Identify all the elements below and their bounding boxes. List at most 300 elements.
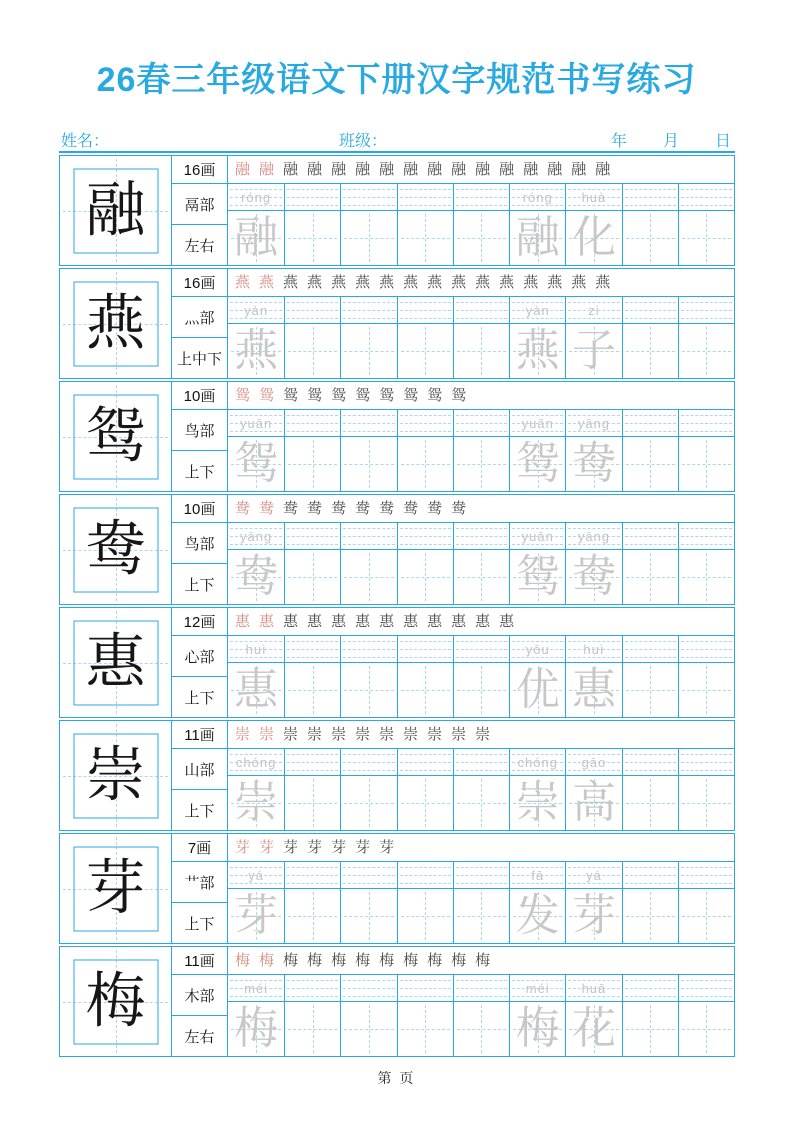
practice-character-cell xyxy=(340,1002,396,1056)
pinyin-cell xyxy=(397,297,453,324)
structure: 上下 xyxy=(184,689,215,707)
pinyin-cell xyxy=(622,975,678,1002)
stroke-stage-glyph: 燕 xyxy=(259,273,275,291)
stroke-stage-glyph: 燕 xyxy=(307,273,323,291)
worksheet-table xyxy=(59,155,735,1057)
stroke-stage-glyph: 燕 xyxy=(427,273,443,291)
pinyin-cell xyxy=(565,975,621,1002)
practice-character-cell xyxy=(453,1002,509,1056)
pinyin-cell xyxy=(565,523,621,550)
practice-character-cell xyxy=(565,663,621,717)
practice-character-cell xyxy=(678,324,734,378)
main-character-box xyxy=(73,168,158,253)
stroke-stage-glyph: 鸳 xyxy=(331,386,347,404)
pinyin-cell xyxy=(678,749,734,776)
pinyin-cell xyxy=(509,636,565,663)
pinyin-text: yāng xyxy=(577,415,611,431)
practice-character-cell xyxy=(453,437,509,491)
stroke-stage-glyph: 融 xyxy=(235,160,251,178)
practice-character: 崇 xyxy=(515,777,560,828)
character-info-column xyxy=(172,608,228,717)
pinyin-text: zi xyxy=(588,302,600,318)
page-title: 26春三年级语文下册汉字规范书写练习 xyxy=(96,61,697,99)
stroke-stage-glyph: 鸯 xyxy=(403,499,419,517)
practice-character-cell xyxy=(284,324,340,378)
pinyin-cell xyxy=(284,862,340,889)
practice-character-cell xyxy=(228,211,284,265)
worksheet xyxy=(59,130,735,1059)
main-character: 融 xyxy=(85,175,146,246)
stroke-stage-glyph: 惠 xyxy=(499,612,515,630)
stroke-stage-glyph: 融 xyxy=(595,160,611,178)
stroke-stage-glyph: 鸯 xyxy=(235,499,251,517)
radical: 木部 xyxy=(172,975,227,1016)
practice-character-cell xyxy=(340,776,396,830)
pinyin-cell xyxy=(397,636,453,663)
stroke-stage-glyph: 崇 xyxy=(451,725,467,743)
pinyin-cell xyxy=(565,410,621,437)
pinyin-cell xyxy=(284,297,340,324)
pinyin-cell xyxy=(228,636,284,663)
main-character-column xyxy=(60,834,172,943)
stroke-stage-glyph: 芽 xyxy=(259,838,275,856)
stroke-stage-glyph: 芽 xyxy=(331,838,347,856)
practice-character-cell xyxy=(453,663,509,717)
practice-column xyxy=(228,156,734,265)
stroke-stage-glyph: 梅 xyxy=(403,951,419,969)
stroke-stage-glyph: 燕 xyxy=(235,273,251,291)
main-character-column xyxy=(60,156,172,265)
pinyin-cell xyxy=(284,975,340,1002)
stroke-stage-glyph: 燕 xyxy=(571,273,587,291)
pinyin-text: yāng xyxy=(240,528,273,544)
practice-column xyxy=(228,382,734,491)
practice-character: 融 xyxy=(515,212,560,263)
pinyin-cell xyxy=(622,862,678,889)
practice-column xyxy=(228,269,734,378)
stroke-stage-glyph: 鸯 xyxy=(331,499,347,517)
main-character: 芽 xyxy=(85,853,146,924)
practice-character-cell xyxy=(284,1002,340,1056)
practice-character-cell xyxy=(678,776,734,830)
practice-character-cell xyxy=(622,211,678,265)
stroke-stage-glyph: 燕 xyxy=(283,273,299,291)
practice-grid xyxy=(228,410,734,491)
character-info-column xyxy=(172,495,228,604)
practice-character-cell xyxy=(678,1002,734,1056)
stroke-stage-glyph: 崇 xyxy=(355,725,371,743)
practice-character-cell xyxy=(565,1002,621,1056)
stroke-stage-glyph: 鸳 xyxy=(283,386,299,404)
practice-character-cell xyxy=(622,776,678,830)
stroke-count: 11画 xyxy=(172,947,227,975)
practice-character: 惠 xyxy=(234,664,279,715)
stroke-stage-glyph: 融 xyxy=(427,160,443,178)
class-label: 班级： xyxy=(339,133,388,150)
pinyin-cell xyxy=(565,184,621,211)
practice-character: 燕 xyxy=(234,325,279,376)
pinyin-cell xyxy=(678,523,734,550)
stroke-stage-glyph: 崇 xyxy=(235,725,251,743)
practice-character-cell xyxy=(622,1002,678,1056)
practice-character: 芽 xyxy=(234,890,279,941)
pinyin-cell xyxy=(284,410,340,437)
pinyin-text: gāo xyxy=(581,754,607,770)
stroke-order-strip xyxy=(228,721,734,749)
pinyin-cell xyxy=(284,749,340,776)
pinyin-cell xyxy=(340,636,396,663)
stroke-stage-glyph: 融 xyxy=(571,160,587,178)
stroke-stage-glyph: 融 xyxy=(475,160,491,178)
radical: 鸟部 xyxy=(172,523,227,564)
stroke-stage-glyph: 芽 xyxy=(283,838,299,856)
practice-character-cell xyxy=(509,324,565,378)
stroke-stage-glyph: 惠 xyxy=(355,612,371,630)
stroke-stage-glyph: 崇 xyxy=(379,725,395,743)
practice-character-cell xyxy=(284,663,340,717)
pinyin-text: huā xyxy=(581,980,607,996)
stroke-stage-glyph: 燕 xyxy=(595,273,611,291)
pinyin-cell xyxy=(453,862,509,889)
radical: 心部 xyxy=(172,636,227,677)
practice-character: 鸯 xyxy=(571,438,616,489)
practice-character-cell xyxy=(565,437,621,491)
practice-character-cell xyxy=(509,211,565,265)
pinyin-cell xyxy=(453,184,509,211)
practice-character-cell xyxy=(565,550,621,604)
stroke-stage-glyph: 芽 xyxy=(307,838,323,856)
main-character-column xyxy=(60,495,172,604)
pinyin-cell xyxy=(228,184,284,211)
structure: 上下 xyxy=(184,915,215,933)
pinyin-text: yá xyxy=(586,867,602,883)
pinyin-cell xyxy=(340,297,396,324)
practice-character-cell xyxy=(397,776,453,830)
structure: 左右 xyxy=(184,1028,215,1046)
character-row xyxy=(59,494,735,605)
main-character-column xyxy=(60,608,172,717)
practice-character-cell xyxy=(397,663,453,717)
stroke-stage-glyph: 融 xyxy=(523,160,539,178)
practice-character-cell xyxy=(397,437,453,491)
practice-character: 燕 xyxy=(515,325,560,376)
practice-character: 融 xyxy=(234,212,279,263)
practice-character-cell xyxy=(509,1002,565,1056)
practice-character-cell xyxy=(284,437,340,491)
main-character-box xyxy=(73,620,158,705)
stroke-stage-glyph: 鸯 xyxy=(307,499,323,517)
structure: 上下 xyxy=(184,802,215,820)
pinyin-cell xyxy=(678,975,734,1002)
practice-character-cell xyxy=(678,211,734,265)
stroke-order-strip xyxy=(228,834,734,862)
stroke-count: 11画 xyxy=(172,721,227,749)
pinyin-text: yàn xyxy=(525,302,550,318)
character-info-column xyxy=(172,721,228,830)
stroke-stage-glyph: 梅 xyxy=(283,951,299,969)
practice-character: 芽 xyxy=(571,890,616,941)
stroke-order-strip xyxy=(228,382,734,410)
main-character: 鸳 xyxy=(85,401,146,472)
practice-character-cell xyxy=(397,889,453,943)
stroke-stage-glyph: 芽 xyxy=(235,838,251,856)
pinyin-cell xyxy=(453,636,509,663)
stroke-stage-glyph: 崇 xyxy=(403,725,419,743)
stroke-stage-glyph: 惠 xyxy=(379,612,395,630)
main-character-column xyxy=(60,382,172,491)
stroke-stage-glyph: 惠 xyxy=(259,612,275,630)
practice-character-cell xyxy=(453,889,509,943)
stroke-stage-glyph: 燕 xyxy=(331,273,347,291)
practice-character: 惠 xyxy=(571,664,616,715)
stroke-stage-glyph: 惠 xyxy=(403,612,419,630)
pinyin-cell xyxy=(622,749,678,776)
pinyin-cell xyxy=(453,297,509,324)
stroke-stage-glyph: 崇 xyxy=(307,725,323,743)
practice-character: 鸳 xyxy=(234,438,279,489)
practice-character-cell xyxy=(509,889,565,943)
pinyin-text: huì xyxy=(245,641,267,657)
stroke-count: 10画 xyxy=(172,495,227,523)
stroke-stage-glyph: 融 xyxy=(499,160,515,178)
pinyin-cell xyxy=(284,523,340,550)
stroke-stage-glyph: 融 xyxy=(331,160,347,178)
character-row xyxy=(59,607,735,718)
pinyin-text: yàn xyxy=(244,302,269,318)
pinyin-cell xyxy=(228,975,284,1002)
pinyin-cell xyxy=(397,749,453,776)
stroke-stage-glyph: 芽 xyxy=(355,838,371,856)
radical: 灬部 xyxy=(172,297,227,338)
stroke-order-strip xyxy=(228,495,734,523)
main-character: 梅 xyxy=(85,966,146,1037)
practice-grid xyxy=(228,975,734,1056)
pinyin-cell xyxy=(453,523,509,550)
pinyin-cell xyxy=(453,975,509,1002)
practice-character-cell xyxy=(397,550,453,604)
practice-character-cell xyxy=(228,1002,284,1056)
pinyin-text: huà xyxy=(581,189,607,205)
practice-character-cell xyxy=(622,550,678,604)
pinyin-text: yuān xyxy=(240,415,273,431)
pinyin-cell xyxy=(509,184,565,211)
structure: 上下 xyxy=(184,463,215,481)
pinyin-cell xyxy=(622,297,678,324)
main-character-column xyxy=(60,947,172,1056)
practice-character-cell xyxy=(678,550,734,604)
radical: 艹部 xyxy=(172,862,227,903)
pinyin-cell xyxy=(622,184,678,211)
year-label: 年 xyxy=(610,133,627,150)
stroke-stage-glyph: 鸳 xyxy=(451,386,467,404)
info-header xyxy=(59,130,735,153)
stroke-stage-glyph: 崇 xyxy=(427,725,443,743)
pinyin-cell xyxy=(509,749,565,776)
stroke-stage-glyph: 融 xyxy=(403,160,419,178)
stroke-stage-glyph: 鸯 xyxy=(379,499,395,517)
practice-character-cell xyxy=(340,889,396,943)
character-row xyxy=(59,833,735,944)
pinyin-cell xyxy=(509,297,565,324)
main-character: 惠 xyxy=(85,627,146,698)
pinyin-cell xyxy=(340,749,396,776)
practice-character: 鸳 xyxy=(515,551,560,602)
practice-grid xyxy=(228,749,734,830)
practice-character-cell xyxy=(622,324,678,378)
practice-character: 花 xyxy=(571,1003,616,1054)
main-character-box xyxy=(73,507,158,592)
stroke-order-strip xyxy=(228,156,734,184)
stroke-stage-glyph: 融 xyxy=(283,160,299,178)
practice-character-cell xyxy=(453,776,509,830)
practice-character-cell xyxy=(284,550,340,604)
pinyin-text: fā xyxy=(531,867,545,883)
pinyin-cell xyxy=(678,862,734,889)
pinyin-cell xyxy=(397,410,453,437)
practice-character-cell xyxy=(228,663,284,717)
practice-grid xyxy=(228,636,734,717)
name-label: 姓名： xyxy=(61,133,110,150)
stroke-stage-glyph: 梅 xyxy=(235,951,251,969)
pinyin-cell xyxy=(678,184,734,211)
pinyin-cell xyxy=(228,862,284,889)
pinyin-text: méi xyxy=(525,980,550,996)
stroke-stage-glyph: 崇 xyxy=(331,725,347,743)
stroke-stage-glyph: 鸳 xyxy=(379,386,395,404)
stroke-stage-glyph: 梅 xyxy=(475,951,491,969)
pinyin-cell xyxy=(453,410,509,437)
practice-character-cell xyxy=(622,889,678,943)
practice-character: 鸯 xyxy=(571,551,616,602)
day-label: 日 xyxy=(714,133,731,150)
pinyin-text: róng xyxy=(522,189,553,205)
practice-character-cell xyxy=(509,663,565,717)
character-info-column xyxy=(172,382,228,491)
stroke-stage-glyph: 惠 xyxy=(283,612,299,630)
character-row xyxy=(59,946,735,1057)
pinyin-cell xyxy=(228,410,284,437)
pinyin-cell xyxy=(678,297,734,324)
character-row xyxy=(59,381,735,492)
stroke-stage-glyph: 融 xyxy=(355,160,371,178)
stroke-stage-glyph: 崇 xyxy=(283,725,299,743)
character-info-column xyxy=(172,269,228,378)
pinyin-text: yuān xyxy=(521,528,554,544)
pinyin-cell xyxy=(622,636,678,663)
practice-grid xyxy=(228,297,734,378)
practice-character-cell xyxy=(397,211,453,265)
practice-character-cell xyxy=(228,550,284,604)
practice-character-cell xyxy=(509,776,565,830)
practice-character: 子 xyxy=(571,325,616,376)
pinyin-text: yá xyxy=(248,867,264,883)
stroke-stage-glyph: 鸳 xyxy=(235,386,251,404)
stroke-stage-glyph: 融 xyxy=(379,160,395,178)
pinyin-cell xyxy=(284,184,340,211)
stroke-stage-glyph: 崇 xyxy=(259,725,275,743)
pinyin-cell xyxy=(397,184,453,211)
practice-character-cell xyxy=(622,437,678,491)
stroke-stage-glyph: 鸳 xyxy=(427,386,443,404)
pinyin-cell xyxy=(228,523,284,550)
stroke-stage-glyph: 梅 xyxy=(451,951,467,969)
practice-character-cell xyxy=(340,663,396,717)
practice-character: 优 xyxy=(515,664,560,715)
practice-grid xyxy=(228,184,734,265)
practice-character-cell xyxy=(453,324,509,378)
practice-character-cell xyxy=(340,324,396,378)
stroke-stage-glyph: 鸳 xyxy=(355,386,371,404)
pinyin-cell xyxy=(397,862,453,889)
stroke-count: 7画 xyxy=(172,834,227,862)
main-character-box xyxy=(73,281,158,366)
pinyin-text: róng xyxy=(241,189,272,205)
stroke-order-strip xyxy=(228,947,734,975)
practice-character: 鸳 xyxy=(515,438,560,489)
practice-column xyxy=(228,834,734,943)
stroke-stage-glyph: 燕 xyxy=(499,273,515,291)
pinyin-text: yōu xyxy=(525,641,550,657)
pinyin-cell xyxy=(509,975,565,1002)
pinyin-cell xyxy=(340,410,396,437)
pinyin-text: méi xyxy=(244,980,269,996)
practice-character-cell xyxy=(565,776,621,830)
character-row xyxy=(59,155,735,266)
practice-grid xyxy=(228,523,734,604)
practice-column xyxy=(228,947,734,1056)
main-character: 燕 xyxy=(85,288,146,359)
practice-character-cell xyxy=(453,211,509,265)
main-character-box xyxy=(73,959,158,1044)
main-character-box xyxy=(73,394,158,479)
practice-character-cell xyxy=(228,889,284,943)
pinyin-cell xyxy=(453,749,509,776)
stroke-stage-glyph: 融 xyxy=(307,160,323,178)
pinyin-cell xyxy=(340,184,396,211)
practice-column xyxy=(228,721,734,830)
pinyin-cell xyxy=(397,975,453,1002)
main-character: 鸯 xyxy=(85,514,146,585)
practice-character-cell xyxy=(228,437,284,491)
practice-character-cell xyxy=(340,437,396,491)
stroke-stage-glyph: 融 xyxy=(451,160,467,178)
practice-character-cell xyxy=(284,889,340,943)
pinyin-cell xyxy=(509,523,565,550)
stroke-stage-glyph: 燕 xyxy=(475,273,491,291)
pinyin-cell xyxy=(565,636,621,663)
practice-character-cell xyxy=(340,211,396,265)
pinyin-cell xyxy=(340,523,396,550)
stroke-stage-glyph: 惠 xyxy=(307,612,323,630)
pinyin-text: chóng xyxy=(235,754,277,770)
practice-column xyxy=(228,495,734,604)
stroke-count: 12画 xyxy=(172,608,227,636)
stroke-stage-glyph: 融 xyxy=(547,160,563,178)
stroke-stage-glyph: 燕 xyxy=(547,273,563,291)
practice-character-cell xyxy=(678,889,734,943)
practice-character-cell xyxy=(284,776,340,830)
stroke-stage-glyph: 融 xyxy=(259,160,275,178)
pinyin-cell xyxy=(340,862,396,889)
practice-character-cell xyxy=(678,663,734,717)
pinyin-cell xyxy=(509,862,565,889)
pinyin-cell xyxy=(565,862,621,889)
stroke-stage-glyph: 惠 xyxy=(475,612,491,630)
practice-character: 崇 xyxy=(234,777,279,828)
stroke-stage-glyph: 鸳 xyxy=(307,386,323,404)
stroke-stage-glyph: 燕 xyxy=(523,273,539,291)
character-row xyxy=(59,720,735,831)
